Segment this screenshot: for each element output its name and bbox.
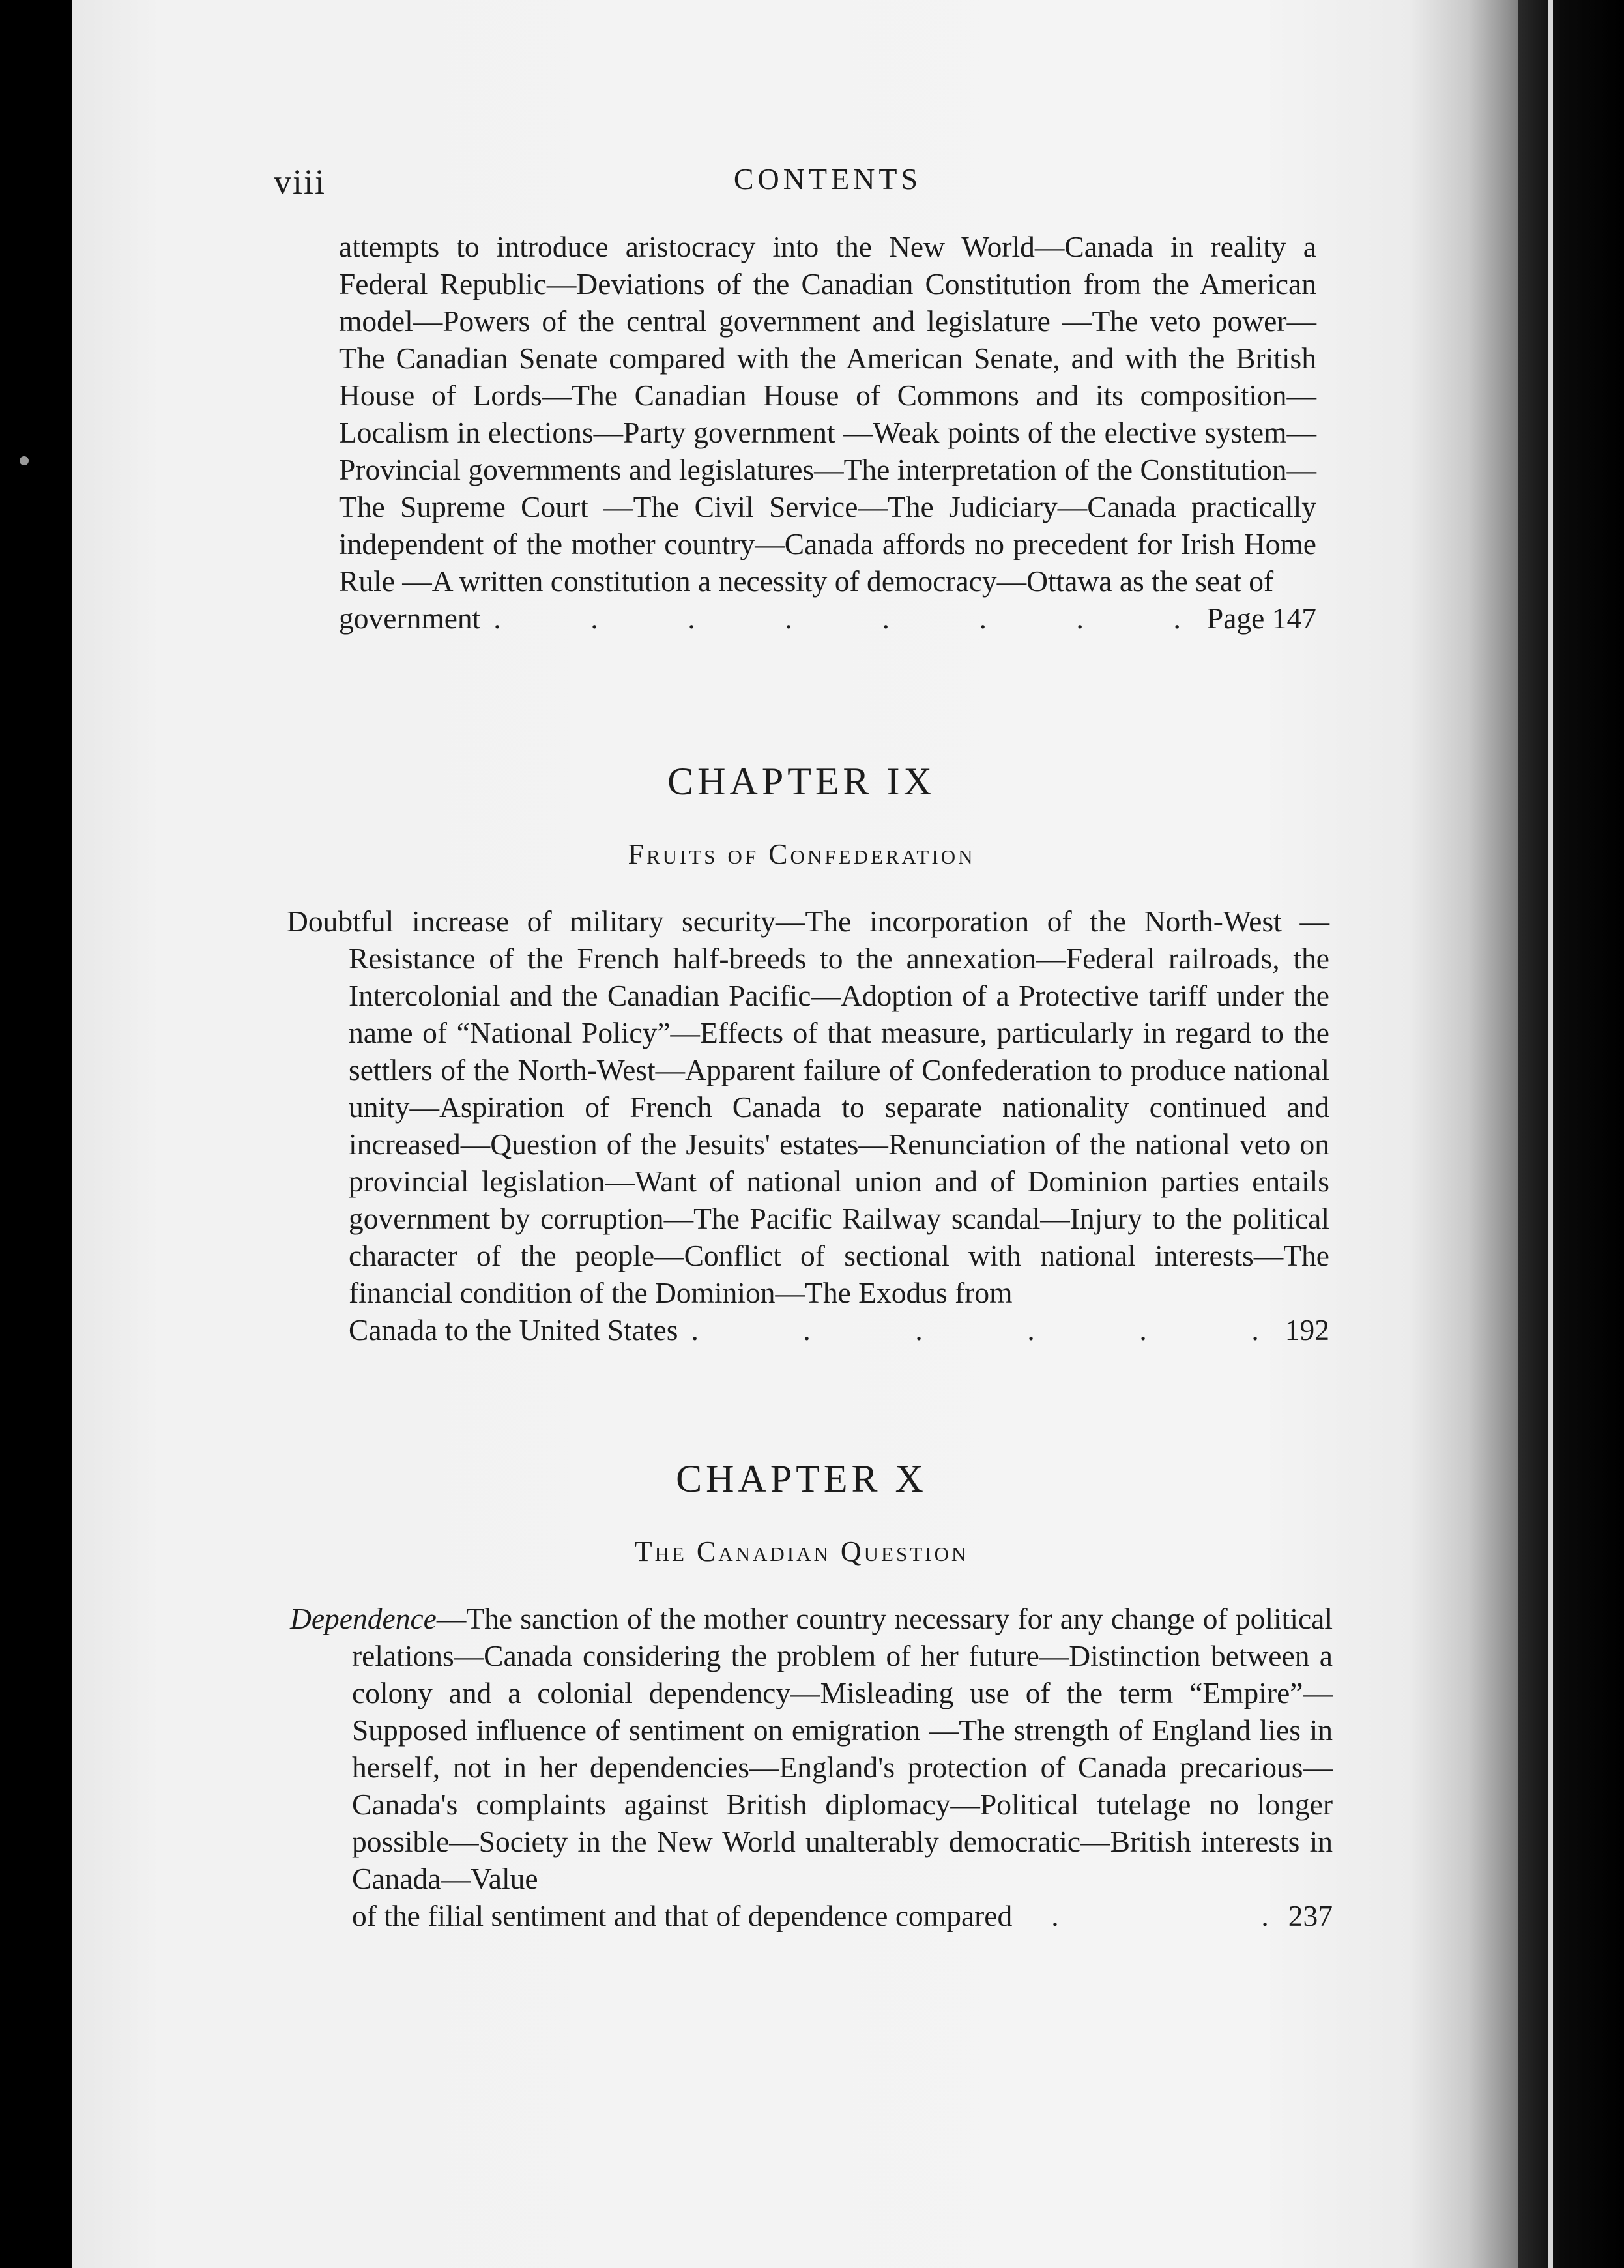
page-number: viii <box>274 162 326 201</box>
entry-lead: Dependence <box>290 1602 437 1635</box>
entry-last-line: of the filial sentiment and that of dependence compared <box>352 1899 1013 1932</box>
entry-summary <box>290 1600 1333 1897</box>
chapter-subtitle: Fruits of Confederation <box>628 838 976 870</box>
running-head <box>274 162 1329 207</box>
entry-summary: attempts to introduce aristocracy into the New World—Canada in reality a Federal Republic—Deviations of the Canadian Constitution from the American model—Powers of the central government and legislature —The veto power—The Canadian Senate compared with the American Senate, and with the British House of Lords—The Canadian House of Commons and its composition—Localism in elections—Party government —Weak points of the elective system—Provincial governments and legislatures—The interpretation of the Constitution—The Supreme Court —The Civil Service—The Judiciary—Canada practically independent of the mother country—Canada affords no precedent for Irish Home Rule —A written constitution a necessity of democracy—Ottawa as the seat of <box>339 230 1316 598</box>
page-edge-shadow <box>1518 0 1624 2268</box>
leader-dots: . . . . . . <box>691 1313 1259 1346</box>
contents-entry <box>290 1600 1333 1934</box>
contents-entry-continued <box>339 228 1316 637</box>
chapter-subtitle: The Canadian Question <box>634 1535 969 1567</box>
entry-text: —The sanction of the mother country necessary for any change of political relations—Canada considering the problem of her future—Distinction between a colony and a colonial dependency—Misleading use of the term “Empire”—Supposed influence of sentiment on emigration —The strength of England lies in herself, not in her dependencies—England's protection of Canada precarious—Canada's complaints against British diplomacy—Political tutelage no longer possible—Society in the New World unalterably democratic—British interests in Canada—Value <box>352 1602 1333 1895</box>
chapter-heading: CHAPTER X <box>676 1457 927 1500</box>
leader-dots: . . . . . . . . <box>493 602 1181 635</box>
entry-page-ref: 192 <box>1284 1313 1329 1346</box>
leader-dots: . . <box>1051 1899 1269 1932</box>
chapter-heading: CHAPTER IX <box>667 760 936 803</box>
scan-speck <box>20 456 29 465</box>
entry-leader-line <box>287 1311 1329 1348</box>
entry-leader-line <box>339 600 1316 637</box>
entry-page-ref: Page 147 <box>1206 602 1316 635</box>
entry-leader-line <box>290 1897 1333 1934</box>
contents-entry <box>287 903 1329 1348</box>
entry-last-line: government <box>339 602 481 635</box>
entry-last-line: Canada to the United States <box>349 1313 678 1346</box>
entry-summary: Doubtful increase of military security—The incorporation of the North-West —Resistance of the French half-breeds to the annexation—Federal railroads, the Intercolonial and the Canadian Pacific—Adoption of a Protective tariff under the name of “National Policy”—Effects of that measure, particularly in regard to the settlers of the North-West—Apparent failure of Confederation to produce national unity—Aspiration of French Canada to separate nationality continued and increased—Question of the Jesuits' estates—Renunciation of the national veto on provincial legislation—Want of national union and of Dominion parties entails government by corruption—The Pacific Railway scandal—Injury to the political character of the people—Conflict of sectional with national interests—The financial condition of the Dominion—The Exodus from <box>287 905 1329 1309</box>
running-title: CONTENTS <box>733 162 922 196</box>
entry-page-ref: 237 <box>1288 1899 1333 1932</box>
page-edge-highlight <box>1548 0 1553 2268</box>
